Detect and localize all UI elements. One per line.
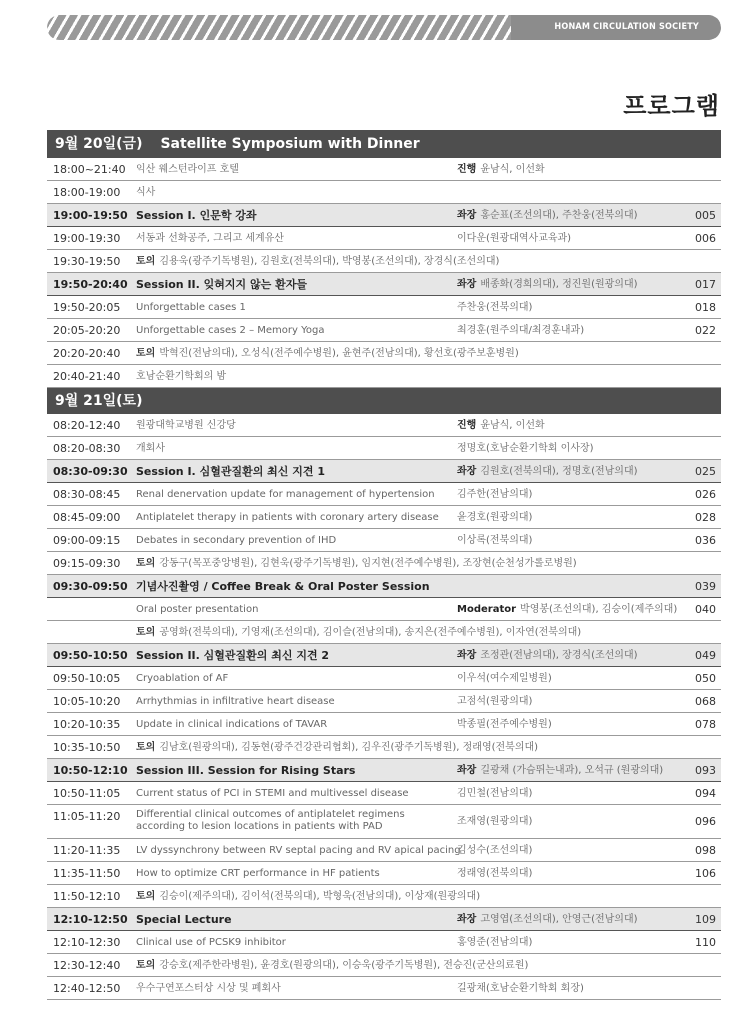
- speaker-info: [457, 667, 552, 690]
- program-title: [136, 158, 239, 181]
- speaker-info: [457, 690, 532, 713]
- speaker-name: 최경훈(원주의대/최경훈내과): [457, 325, 585, 336]
- time-slot: 11:35-11:50: [53, 867, 121, 880]
- page-number: 028: [695, 511, 716, 524]
- program-row: [47, 782, 721, 805]
- speaker-info: [457, 782, 532, 805]
- program-title: [136, 273, 307, 296]
- program-title: [136, 839, 461, 862]
- program-title: [136, 414, 236, 437]
- speaker-role: 좌장: [457, 650, 477, 661]
- program-row: [47, 931, 721, 954]
- speaker-info: [457, 931, 532, 954]
- title-text: Session I. 심혈관질환의 최신 지견 1: [136, 465, 325, 478]
- day-date: 9월 20일(금): [55, 136, 143, 152]
- speaker-info: [457, 759, 663, 782]
- program-row: [47, 181, 721, 204]
- discussion-label: 토의: [136, 891, 156, 902]
- program-row: [47, 954, 721, 977]
- speaker-role: 진행: [457, 164, 477, 175]
- page-number: 017: [695, 278, 716, 291]
- speaker-name: 길광채 (가슴뛰는내과), 오석규 (원광의대): [480, 765, 664, 776]
- day-subtitle: Satellite Symposium with Dinner: [160, 136, 420, 152]
- speaker-info: [457, 296, 532, 319]
- program-title: [136, 506, 439, 529]
- day-header: [47, 130, 721, 158]
- title-text: 강동구(목포중앙병원), 김현욱(광주기독병원), 임지현(전주예수병원), 조장현(순천성가롤로병원): [159, 558, 577, 569]
- title-text: 식사: [136, 187, 156, 198]
- program-title: [136, 885, 480, 908]
- speaker-info: [457, 414, 545, 437]
- program-title: [136, 862, 380, 885]
- program-row: [47, 885, 721, 908]
- program-title: [136, 296, 246, 319]
- session-row: [47, 204, 721, 227]
- program-title: [136, 529, 336, 552]
- speaker-role: Moderator: [457, 604, 517, 615]
- title-text: Antiplatelet therapy in patients with coronary artery disease: [136, 512, 439, 523]
- speaker-name: 윤남식, 이선화: [480, 164, 545, 175]
- discussion-label: 토의: [136, 558, 156, 569]
- session-row: [47, 575, 721, 598]
- speaker-name: 이상록(전북의대): [457, 535, 533, 546]
- time-slot: 08:30-09:30: [53, 465, 128, 478]
- program-row: [47, 483, 721, 506]
- session-row: [47, 908, 721, 931]
- program-title: [136, 250, 499, 273]
- speaker-info: [457, 204, 638, 227]
- speaker-info: [457, 644, 638, 667]
- speaker-info: [457, 713, 552, 736]
- speaker-name: 윤경호(원광의대): [457, 512, 533, 523]
- discussion-label: 토의: [136, 742, 156, 753]
- time-slot: 09:15-09:30: [53, 557, 121, 570]
- time-slot: 20:20-20:40: [53, 347, 121, 360]
- speaker-name: 고점석(원광의대): [457, 696, 533, 707]
- day-date: 9월 21일(토): [55, 393, 143, 409]
- time-slot: 20:40-21:40: [53, 370, 121, 383]
- time-slot: 12:10-12:30: [53, 936, 121, 949]
- time-slot: 11:50-12:10: [53, 890, 121, 903]
- discussion-label: 토의: [136, 348, 156, 359]
- program-title: [136, 908, 232, 931]
- title-text: 김남호(원광의대), 김동현(광주건강관리협회), 김우진(광주기독병원), 정래영(전북의대): [159, 742, 539, 753]
- time-slot: 19:30-19:50: [53, 255, 121, 268]
- program-schedule: [47, 130, 721, 1000]
- page-number: 050: [695, 672, 716, 685]
- speaker-name: 윤남식, 이선화: [480, 420, 545, 431]
- time-slot: 11:20-11:35: [53, 844, 121, 857]
- program-title: [136, 736, 538, 759]
- session-row: [47, 644, 721, 667]
- time-slot: 19:50-20:40: [53, 278, 128, 291]
- title-text: 김용욱(광주기독병원), 김원호(전북의대), 박영봉(조선의대), 장경식(조선의대): [159, 256, 500, 267]
- program-row: [47, 319, 721, 342]
- title-text: 익산 웨스턴라이프 호텔: [136, 164, 239, 175]
- speaker-name: 조재영(원광의대): [457, 816, 533, 827]
- time-slot: 09:00-09:15: [53, 534, 121, 547]
- speaker-role: 좌장: [457, 765, 477, 776]
- program-title: [136, 227, 284, 250]
- speaker-info: [457, 839, 532, 862]
- time-slot: 10:05-10:20: [53, 695, 121, 708]
- speaker-info: [457, 598, 677, 621]
- speaker-name: 조정관(전남의대), 장경식(조선의대): [480, 650, 638, 661]
- program-title: [136, 437, 165, 460]
- speaker-info: [457, 483, 532, 506]
- program-title: [136, 552, 577, 575]
- program-row: [47, 365, 721, 388]
- time-slot: 19:50-20:05: [53, 301, 121, 314]
- title-text: Session III. Session for Rising Stars: [136, 764, 356, 777]
- title-text: Update in clinical indications of TAVAR: [136, 719, 328, 730]
- speaker-name: 김원호(전북의대), 정명호(전남의대): [480, 466, 638, 477]
- page-number: 093: [695, 764, 716, 777]
- speaker-name: 박영봉(조선의대), 김승이(제주의대): [520, 604, 678, 615]
- speaker-name: 홍순표(조선의대), 주찬웅(전북의대): [480, 210, 638, 221]
- program-title: [136, 809, 456, 833]
- time-slot: 10:20-10:35: [53, 718, 121, 731]
- title-text: Current status of PCI in STEMI and multivessel disease: [136, 788, 409, 799]
- title-text: Oral poster presentation: [136, 604, 259, 615]
- page-number: 049: [695, 649, 716, 662]
- program-row: [47, 690, 721, 713]
- page-title: 프로그램: [623, 92, 720, 120]
- banner-text: HONAM CIRCULATION SOCIETY: [511, 15, 721, 40]
- program-row: [47, 506, 721, 529]
- title-text: Unforgettable cases 1: [136, 302, 246, 313]
- time-slot: 10:50-11:05: [53, 787, 121, 800]
- time-slot: 18:00-19:00: [53, 186, 121, 199]
- speaker-name: 박종필(전주예수병원): [457, 719, 552, 730]
- speaker-info: [457, 273, 638, 296]
- program-row: [47, 414, 721, 437]
- time-slot: 08:45-09:00: [53, 511, 121, 524]
- page-number: 096: [695, 815, 716, 828]
- program-row: [47, 158, 721, 181]
- speaker-name: 김성수(조선의대): [457, 845, 533, 856]
- title-text: Cryoablation of AF: [136, 673, 229, 684]
- title-text: Session I. 인문학 강좌: [136, 209, 257, 222]
- page-number: 078: [695, 718, 716, 731]
- speaker-role: 좌장: [457, 279, 477, 290]
- title-text: Differential clinical outcomes of antiplatelet regimens according to lesion locations in patients with PAD: [136, 809, 405, 832]
- session-row: [47, 273, 721, 296]
- title-text: 원광대학교병원 신강당: [136, 420, 236, 431]
- speaker-role: 좌장: [457, 210, 477, 221]
- speaker-info: [457, 862, 532, 885]
- program-row: [47, 621, 721, 644]
- day-header: [47, 388, 721, 414]
- program-title: [136, 365, 226, 388]
- time-slot: 18:00~21:40: [53, 163, 126, 176]
- program-row: [47, 805, 721, 839]
- time-slot: 19:00-19:50: [53, 209, 128, 222]
- title-text: Session II. 잊혀지지 않는 환자들: [136, 278, 307, 291]
- discussion-label: 토의: [136, 627, 156, 638]
- society-banner: [47, 15, 721, 40]
- speaker-name: 정명호(호남순환기학회 이사장): [457, 443, 594, 454]
- program-row: [47, 736, 721, 759]
- title-text: Session II. 심혈관질환의 최신 지견 2: [136, 649, 330, 662]
- session-row: [47, 460, 721, 483]
- title-text: LV dyssynchrony between RV septal pacing and RV apical pacing: [136, 845, 461, 856]
- speaker-name: 배종화(경희의대), 정진원(원광의대): [480, 279, 638, 290]
- program-row: [47, 250, 721, 273]
- speaker-name: 이다운(원광대역사교육과): [457, 233, 572, 244]
- program-row: [47, 862, 721, 885]
- title-text: 박혁진(전남의대), 오성식(전주예수병원), 윤현주(전남의대), 황선호(광주보훈병원): [159, 348, 519, 359]
- program-title: [136, 575, 430, 598]
- program-title: [136, 460, 325, 483]
- page-number: 039: [695, 580, 716, 593]
- speaker-name: 길광채(호남순환기학회 회장): [457, 983, 584, 994]
- program-title: [136, 181, 155, 204]
- program-row: [47, 667, 721, 690]
- title-text: 호남순환기학회의 밤: [136, 371, 227, 382]
- time-slot: 20:05-20:20: [53, 324, 121, 337]
- time-slot: 12:10-12:50: [53, 913, 128, 926]
- page-number: 026: [695, 488, 716, 501]
- title-text: 강승호(제주한라병원), 윤경호(원광의대), 이승욱(광주기독병원), 전승진(군산의료원): [159, 960, 529, 971]
- program-title: [136, 667, 228, 690]
- program-title: [136, 954, 528, 977]
- speaker-info: [457, 227, 571, 250]
- page-number: 022: [695, 324, 716, 337]
- page-number: 040: [695, 603, 716, 616]
- program-row: [47, 598, 721, 621]
- title-text: 김승이(제주의대), 김이석(전북의대), 박형욱(전남의대), 이상재(원광의대): [159, 891, 481, 902]
- program-title: [136, 782, 409, 805]
- speaker-info: [457, 319, 584, 342]
- program-title: [136, 759, 355, 782]
- time-slot: 08:20-12:40: [53, 419, 121, 432]
- program-row: [47, 296, 721, 319]
- discussion-label: 토의: [136, 256, 156, 267]
- program-row: [47, 342, 721, 365]
- program-title: [136, 644, 329, 667]
- title-text: Special Lecture: [136, 913, 232, 926]
- title-text: Clinical use of PCSK9 inhibitor: [136, 937, 286, 948]
- time-slot: 19:00-19:30: [53, 232, 121, 245]
- page-number: 018: [695, 301, 716, 314]
- time-slot: 09:50-10:05: [53, 672, 121, 685]
- speaker-name: 고영엽(조선의대), 안영근(전남의대): [480, 914, 638, 925]
- speaker-info: [457, 460, 638, 483]
- page-number: 036: [695, 534, 716, 547]
- time-slot: 09:50-10:50: [53, 649, 128, 662]
- time-slot: 10:50-12:10: [53, 764, 128, 777]
- page-number: 094: [695, 787, 716, 800]
- program-title: [136, 319, 324, 342]
- title-text: Unforgettable cases 2 – Memory Yoga: [136, 325, 325, 336]
- page-number: 110: [695, 936, 716, 949]
- speaker-info: [457, 977, 584, 1000]
- title-text: Renal denervation update for management of hypertension: [136, 489, 435, 500]
- page-number: 005: [695, 209, 716, 222]
- speaker-info: [457, 158, 545, 181]
- program-row: [47, 529, 721, 552]
- title-text: 개회사: [136, 443, 165, 454]
- speaker-info: [457, 908, 638, 931]
- time-slot: 12:40-12:50: [53, 982, 121, 995]
- title-text: 우수구연포스터상 시상 및 폐회사: [136, 983, 281, 994]
- time-slot: 09:30-09:50: [53, 580, 128, 593]
- page-number: 006: [695, 232, 716, 245]
- page-number: 068: [695, 695, 716, 708]
- program-title: [136, 977, 281, 1000]
- speaker-info: [457, 506, 532, 529]
- program-title: [136, 483, 435, 506]
- speaker-name: 홍영준(전남의대): [457, 937, 533, 948]
- time-slot: 12:30-12:40: [53, 959, 121, 972]
- page-number: 025: [695, 465, 716, 478]
- speaker-name: 정래영(전북의대): [457, 868, 533, 879]
- program-title: [136, 621, 581, 644]
- speaker-role: 좌장: [457, 466, 477, 477]
- time-slot: 11:05-11:20: [53, 810, 121, 823]
- speaker-role: 진행: [457, 420, 477, 431]
- program-row: [47, 977, 721, 1000]
- program-title: [136, 931, 286, 954]
- title-text: Arrhythmias in infiltrative heart disease: [136, 696, 335, 707]
- program-title: [136, 204, 257, 227]
- speaker-name: 김민철(전남의대): [457, 788, 533, 799]
- title-text: 서동과 선화공주, 그리고 세계유산: [136, 233, 284, 244]
- speaker-name: 김주한(전남의대): [457, 489, 533, 500]
- page-number: 106: [695, 867, 716, 880]
- page-number: 098: [695, 844, 716, 857]
- speaker-name: 주찬웅(전북의대): [457, 302, 533, 313]
- title-text: How to optimize CRT performance in HF patients: [136, 868, 380, 879]
- speaker-info: [457, 529, 532, 552]
- time-slot: 08:30-08:45: [53, 488, 121, 501]
- program-row: [47, 552, 721, 575]
- speaker-info: [457, 805, 532, 839]
- session-row: [47, 759, 721, 782]
- speaker-name: 이우석(여수제일병원): [457, 673, 552, 684]
- program-title: [136, 713, 327, 736]
- title-text: Debates in secondary prevention of IHD: [136, 535, 337, 546]
- title-text: 공영화(전북의대), 기영재(조선의대), 김이슬(전남의대), 송지은(전주예수병원), 이자연(전북의대): [159, 627, 582, 638]
- time-slot: 08:20-08:30: [53, 442, 121, 455]
- time-slot: 10:35-10:50: [53, 741, 121, 754]
- page-number: 109: [695, 913, 716, 926]
- program-row: [47, 437, 721, 460]
- program-row: [47, 227, 721, 250]
- speaker-info: [457, 437, 594, 460]
- title-text: 기념사진촬영 / Coffee Break & Oral Poster Session: [136, 580, 430, 593]
- program-title: [136, 690, 335, 713]
- discussion-label: 토의: [136, 960, 156, 971]
- program-row: [47, 713, 721, 736]
- program-title: [136, 342, 519, 365]
- program-row: [47, 839, 721, 862]
- program-title: [136, 598, 258, 621]
- speaker-role: 좌장: [457, 914, 477, 925]
